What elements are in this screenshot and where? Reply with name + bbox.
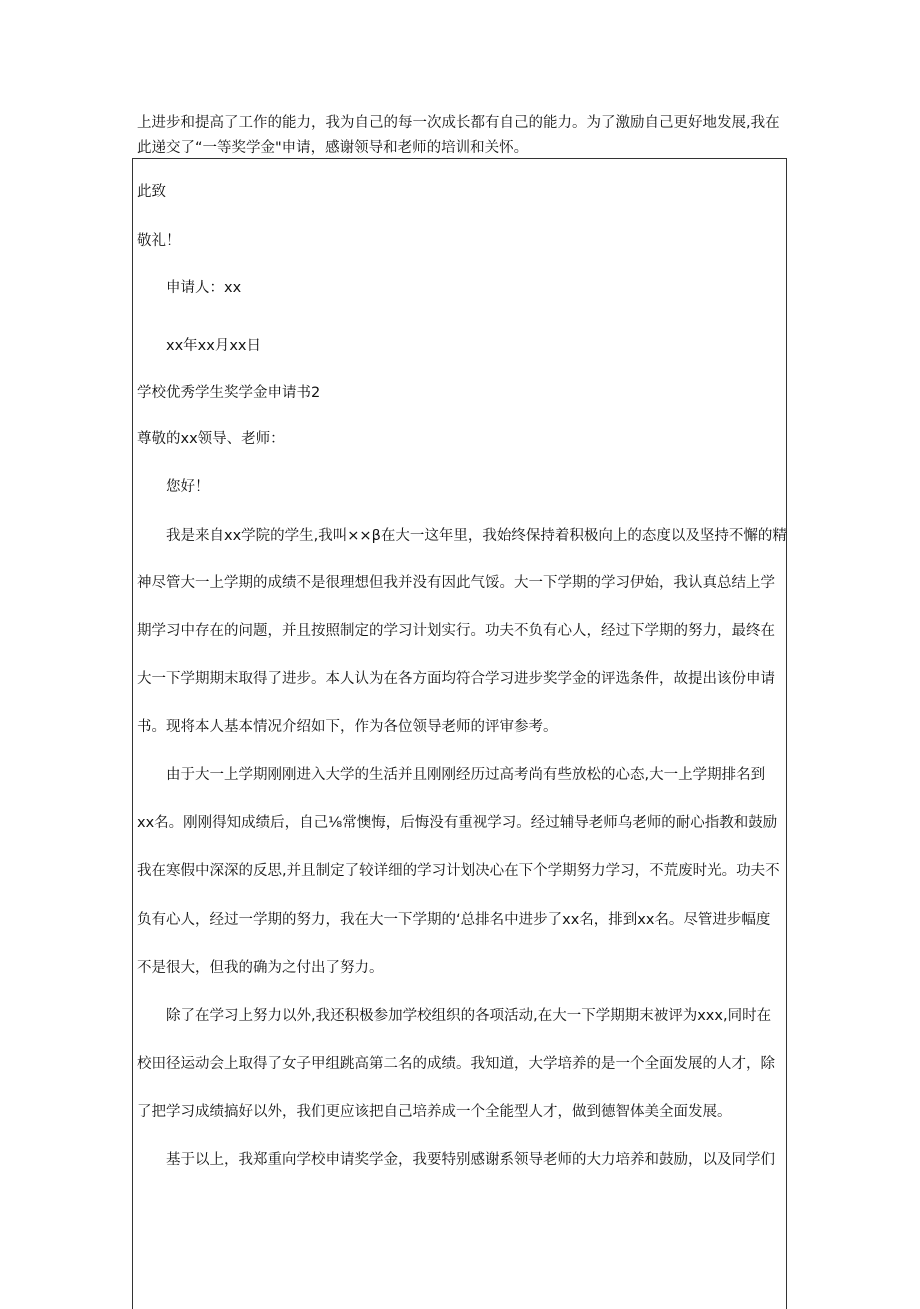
body-line: 大一下学期期末取得了进步。本人认为在各方面均符合学习进步奖学金的评选条件，故提出该份申请	[137, 671, 775, 687]
body-line: 除了在学习上努力以外,我还积极参加学校组织的各项活动,在大一下学期期末被评为xxx,同时在	[166, 1008, 772, 1024]
body-line: 基于以上，我郑重向学校申请奖学金，我要特别感谢系领导老师的大力培养和鼓励，以及同学们	[166, 1152, 775, 1168]
closing-line-1: 此致	[137, 184, 166, 200]
body-line: 书。现将本人基本情况介绍如下，作为各位领导老师的评审参考。	[137, 719, 558, 735]
body-line: 负有心人，经过一学期的努力，我在大一下学期的‘总排名中进步了xx名，排到xx名。尽管进步幅度	[137, 912, 771, 928]
body-line: xx名。刚刚得知成绩后，自己⅛常懊悔，后悔没有重视学习。经过辅导老师乌老师的耐心指教和鼓励	[137, 815, 778, 831]
body-line: 了把学习成绩搞好以外，我们更应该把自己培养成一个全能型人才，做到德智体美全面发展。	[137, 1104, 732, 1120]
salutation: 尊敬的xx领导、老师：	[137, 431, 285, 447]
letter-2-title: 学校优秀学生奖学金申请书2	[137, 385, 321, 401]
body-line: 神尽管大一上学期的成绩不是很理想但我并没有因此气馁。大一下学期的学习伊始，我认真总结上学	[137, 575, 775, 591]
body-line: 由于大一上学期刚刚进入大学的生活并且刚刚经历过高考尚有些放松的心态,大一上学期排名到	[166, 767, 766, 783]
intro-line-1: 上进步和提高了工作的能力，我为自己的每一次成长都有自己的能力。为了激励自己更好地发展,我在	[137, 115, 780, 131]
body-line: 校田径运动会上取得了女子甲组跳高第二名的成绩。我知道，大学培养的是一个全面发展的人才，除	[137, 1056, 775, 1072]
intro-text	[137, 111, 797, 161]
greeting: 您好！	[166, 479, 210, 495]
intro-line-2: 此递交了“一等奖学金"申请，感谢领导和老师的培训和关怀。	[137, 140, 529, 156]
closing-line-2: 敬礼！	[137, 233, 181, 249]
letter-date: xx年xx月xx日	[166, 338, 261, 354]
body-line: 我在寒假中深深的反思,并且制定了较详细的学习计划决心在下个学期努力学习，不荒废时光。功夫不	[137, 863, 780, 879]
body-line: 期学习中存在的问题，并且按照制定的学习计划实行。功夫不负有心人，经过下学期的努力，最终在	[137, 623, 775, 639]
body-line: 我是来自xx学院的学生,我叫××β在大一这年里，我始终保持着积极向上的态度以及坚持不懈的精	[166, 528, 787, 544]
body-line: 不是很大，但我的确为之付出了努力。	[137, 960, 384, 976]
applicant-signature: 申请人：xx	[166, 280, 242, 296]
